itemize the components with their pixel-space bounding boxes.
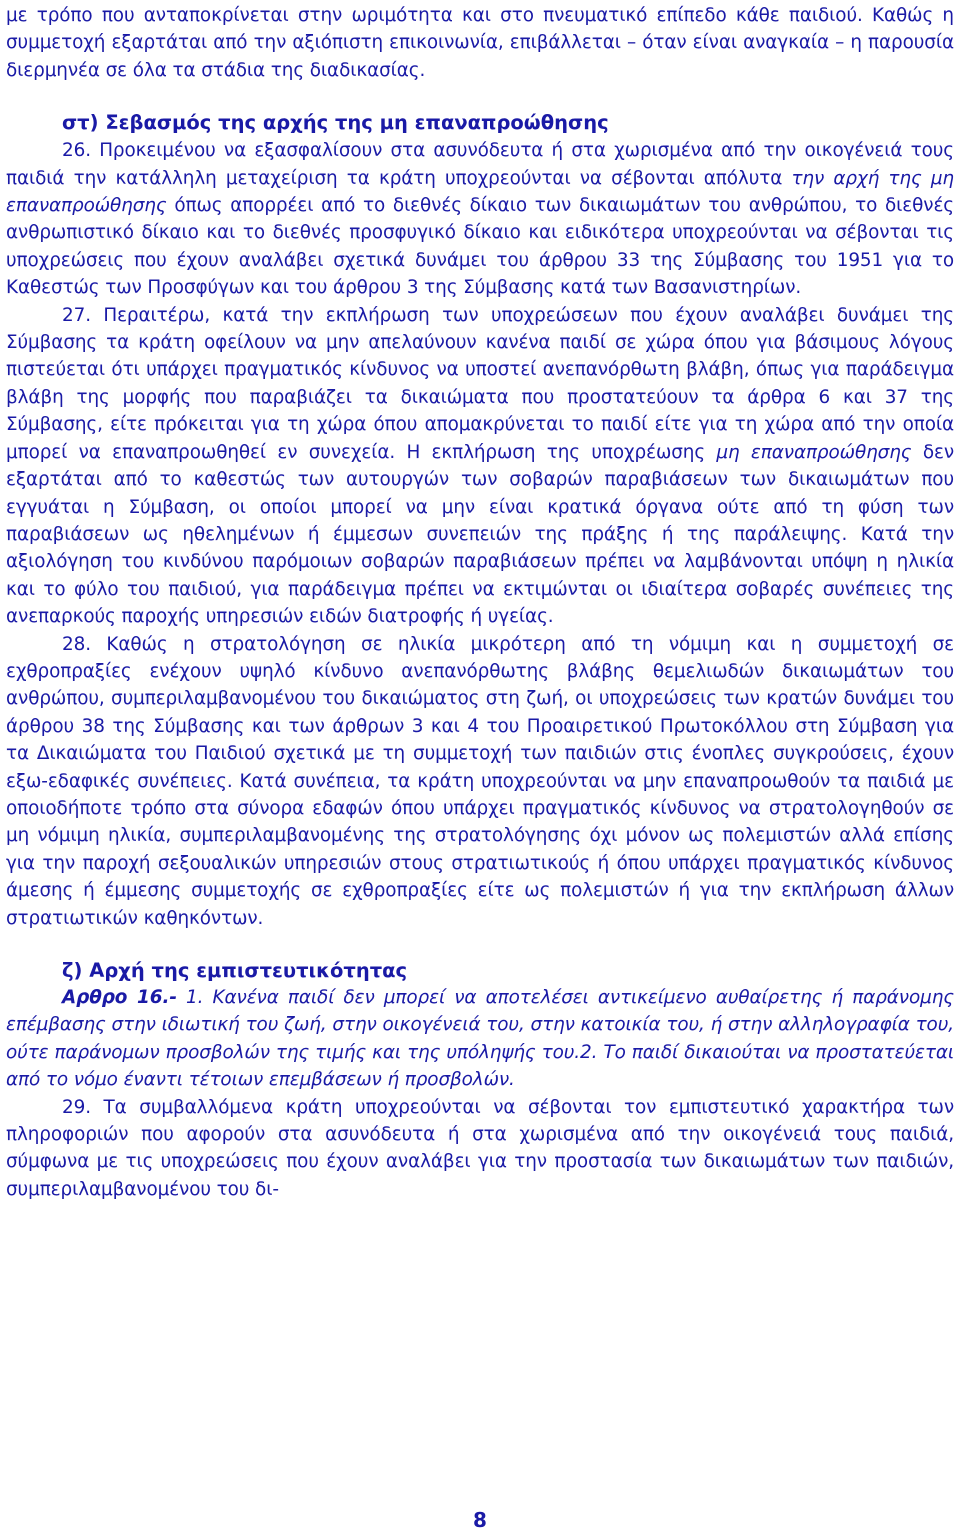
paragraph-26 — [6, 137, 954, 301]
paragraph-27 — [6, 302, 954, 631]
paragraph-27-emphasis: μη επαναπροώθησης — [716, 441, 912, 463]
section-heading-confidentiality: ζ) Αρχή της εμπιστευτικότητας — [62, 959, 408, 982]
paragraph-27-text-end: δεν εξαρτάται από το καθεστώς των αυτουργών των σοβαρών παραβιάσεων των δικαιωμάτων που εγγυάται η Σύμβαση, οι οποίοι μπορεί να μην είναι κρατικά όργανα ούτε από τη φύση των παραβιάσεων ως ηθελημένων ή έμμεσων συνεπειών της πράξης ή της παράλειψης. Κατά την αξιολόγηση του κινδύνου παρόμοιων σοβαρών παραβιάσεων πρέπει να λαμβάνονται υπόψη η ηλικία και το φύλο του παιδιού, για παράδειγμα πρέπει να εκτιμώνται οι ιδιαίτερα σοβαρές συνέπειες της ανεπαρκούς παροχής υπηρεσιών ειδών διατροφής ή υγείας. — [6, 441, 955, 628]
paragraph-26-text-end: όπως απορρέει από το διεθνές δίκαιο των δικαιωμάτων του ανθρώπου, το διεθνές ανθρωπιστικό δίκαιο και το διεθνές προσφυγικό δίκαιο και ειδικότερα υποχρεούνται να σέβονται τις υποχρεώσεις που έχουν αναλάβει σχετικά δυνάμει του άρθρου 33 της Σύμβασης του 1951 για το Καθεστώς των Προσφύγων και του άρθρου 3 της Σύμβασης κατά των Βασανιστηρίων. — [6, 195, 954, 299]
section-heading-non-refoulement: στ) Σεβασμός της αρχής της μη επαναπροώθησης — [62, 111, 609, 135]
paragraph-29: 29. Τα συμβαλλόμενα κράτη υποχρεούνται να σέβονται τον εμπιστευτικό χαρακτήρα των πληροφοριών που αφορούν στα ασυνόδευτα ή στα χωρισμένα από την οικογένειά τους παιδιά, σύμφωνα με τις υποχρεώσεις που έχουν αναλάβει για την προστασία των δικαιωμάτων των παιδιών, συμπεριλαμβανομένου του δι- — [6, 1096, 954, 1200]
article-16-text: 1. Κανένα παιδί δεν μπορεί να αποτελέσει αντικείμενο αυθαίρετης ή παράνομης επέμβασης στην ιδιωτική του ζωή, στην οικογένειά του, στην κατοικία του, ή στην αλληλογραφία του, ούτε παράνομων προσβολών της τιμής και της υπόληψής του.2. Το παιδί δικαιούται να προστατεύεται από το νόμο έναντι τέτοιων επεμβάσεων ή προσβολών. — [6, 987, 954, 1091]
intro-paragraph: με τρόπο που ανταποκρίνεται στην ωριμότητα και στο πνευματικό επίπεδο κάθε παιδιού. Καθώς η συμμετοχή εξαρτάται από την αξιόπιστη επικοινωνία, επιβάλλεται – όταν είναι αναγκαία – η παρουσία διερμηνέα σε όλα τα στάδια της διαδικασίας. — [6, 5, 954, 81]
page-number: 8 — [473, 1508, 487, 1532]
paragraph-27-text-start: 27. Περαιτέρω, κατά την εκπλήρωση των υποχρεώσεων που έχουν αναλάβει δυνάμει της Σύμβασης τα κράτη οφείλουν να μην απελαύνουν κανένα παιδί σε χώρα όπου για βάσιμους λόγους πιστεύεται ότι υπάρχει πραγματικός κίνδυνος να υποστεί ανεπανόρθωτη βλάβη, όπως για παράδειγμα βλάβη της μορφής που παραβιάζει τα δικαιώματα που προστατεύουν τα άρθρα 6 και 37 της Σύμβασης, είτε πρόκειται για τη χώρα όπου απομακρύνεται το παιδί είτε για τη χώρα από την οποία μπορεί να επαναπροωθηθεί εν συνεχεία. Η εκπλήρωση της υποχρέωσης — [6, 304, 954, 463]
paragraph-28: 28. Καθώς η στρατολόγηση σε ηλικία μικρότερη από τη νόμιμη και η συμμετοχή σε εχθροπραξίες ενέχουν υψηλό κίνδυνο ανεπανόρθωτης βλάβης θεμελιωδών δικαιωμάτων του ανθρώπου, συμπεριλαμβανομένου του δικαιώματος στη ζωή, οι υποχρεώσεις των κρατών δυνάμει του άρθρου 38 της Σύμβασης και των άρθρων 3 και 4 του Προαιρετικού Πρωτοκόλλου στη Σύμβαση για τα Δικαιώματα του Παιδιού σχετικά με τη συμμετοχή των παιδιών στις ένοπλες συγκρούσεις, έχουν εξω-εδαφικές συνέπειες. Κατά συνέπεια, τα κράτη υποχρεούνται να μην επαναπροωθούν τα παιδιά με οποιοδήποτε τρόπο στα σύνορα εδαφών όπου υπάρχει πραγματικός κίνδυνος να στρατολογηθούν σε μη νόμιμη ηλικία, συμπεριλαμβανομένης της στρατολόγησης όχι μόνον ως πολεμιστών αλλά επίσης για την παροχή σεξουαλικών υπηρεσιών στους στρατιωτικούς ή όπου υπάρχει πραγματικός κίνδυνος άμεσης ή έμμεσης συμμετοχής σε εχθροπραξίες είτε ως πολεμιστών ή για την εκπλήρωση άλλων στρατιωτικών καθηκόντων. — [6, 633, 954, 929]
article-16-quote — [6, 984, 954, 1094]
paragraph-26-text-start: 26. Προκειμένου να εξασφαλίσουν στα ασυνόδευτα ή στα χωρισμένα από την οικογένειά τους παιδιά την κατάλληλη μεταχείριση τα κράτη υποχρεούνται να σέβονται απόλυτα — [6, 140, 954, 189]
article-16-label: Αρθρο 16.- — [62, 987, 177, 1008]
paragraph-26-emphasis: την αρχή της μη επαναπροώθησης — [6, 167, 954, 217]
